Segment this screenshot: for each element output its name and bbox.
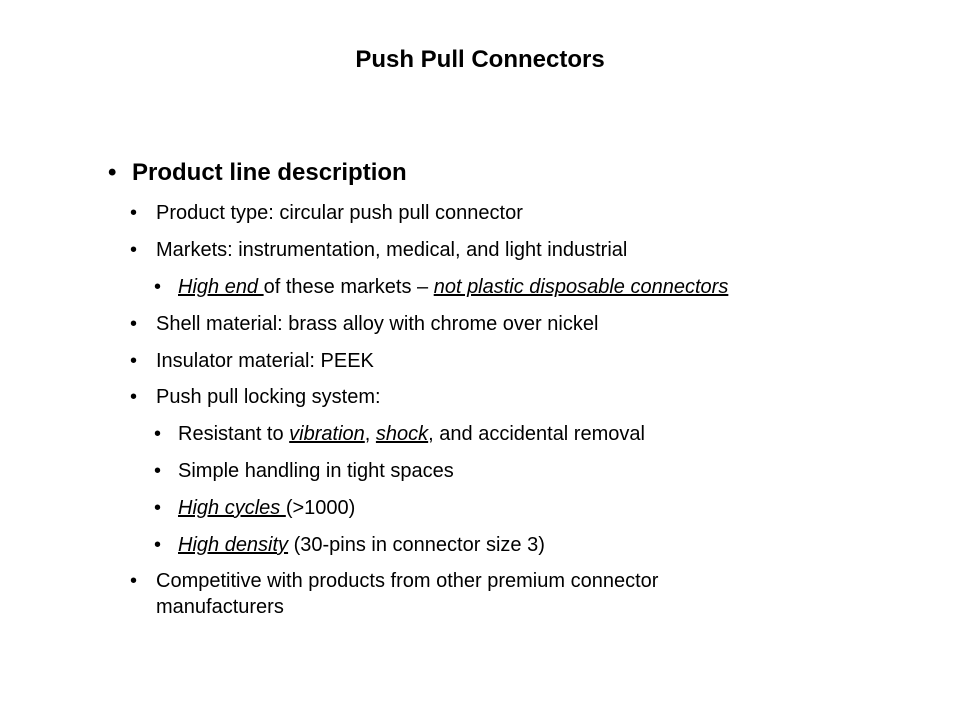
bullet-icon: •: [154, 423, 162, 445]
bullet-icon: •: [130, 386, 138, 408]
list-item-text: [156, 568, 658, 620]
list-item-text: [178, 421, 645, 447]
emphasis-vibration: vibration: [289, 423, 365, 445]
bullet-icon: •: [130, 313, 138, 335]
text-segment: (30-pins in connector size 3): [288, 534, 545, 556]
text-segment: ,: [364, 423, 376, 445]
list-item-text: Insulator material: PEEK: [156, 350, 374, 372]
emphasis-high-end: High end: [178, 276, 264, 298]
list-item-text: Simple handling in tight spaces: [178, 460, 454, 482]
slide-title: Push Pull Connectors: [355, 46, 605, 73]
list-item-text: [178, 274, 728, 300]
bullet-icon: •: [154, 460, 162, 482]
text-segment: (>1000): [285, 497, 356, 519]
text-line-1: Competitive with products from other premium connector: [156, 570, 659, 592]
text-segment: of these markets –: [263, 276, 434, 298]
emphasis-shock: shock: [375, 423, 429, 445]
bullet-icon: •: [130, 239, 138, 261]
text-line-2: manufacturers: [156, 596, 284, 618]
text-segment: , and accidental removal: [428, 423, 645, 445]
list-item-text: Markets: instrumentation, medical, and light industrial: [156, 239, 628, 261]
bullet-icon: •: [130, 570, 138, 592]
bullet-icon: •: [130, 350, 138, 372]
bullet-icon: •: [154, 534, 162, 556]
list-item-text: [178, 495, 355, 521]
emphasis-high-cycles: High cycles: [178, 497, 286, 519]
bullet-icon: •: [130, 202, 138, 224]
heading-text: Product line description: [132, 159, 407, 186]
emphasis-high-density: High density: [178, 534, 289, 556]
list-item-text: Product type: circular push pull connector: [156, 202, 523, 224]
bullet-icon: •: [154, 497, 162, 519]
bullet-icon: •: [108, 159, 117, 186]
list-item-text: [178, 532, 545, 558]
bullet-icon: •: [154, 276, 162, 298]
list-item-text: Push pull locking system:: [156, 386, 381, 408]
emphasis-not-plastic: not plastic disposable connectors: [433, 276, 729, 298]
text-segment: Resistant to: [178, 423, 290, 445]
list-item-text: Shell material: brass alloy with chrome over nickel: [156, 313, 599, 335]
